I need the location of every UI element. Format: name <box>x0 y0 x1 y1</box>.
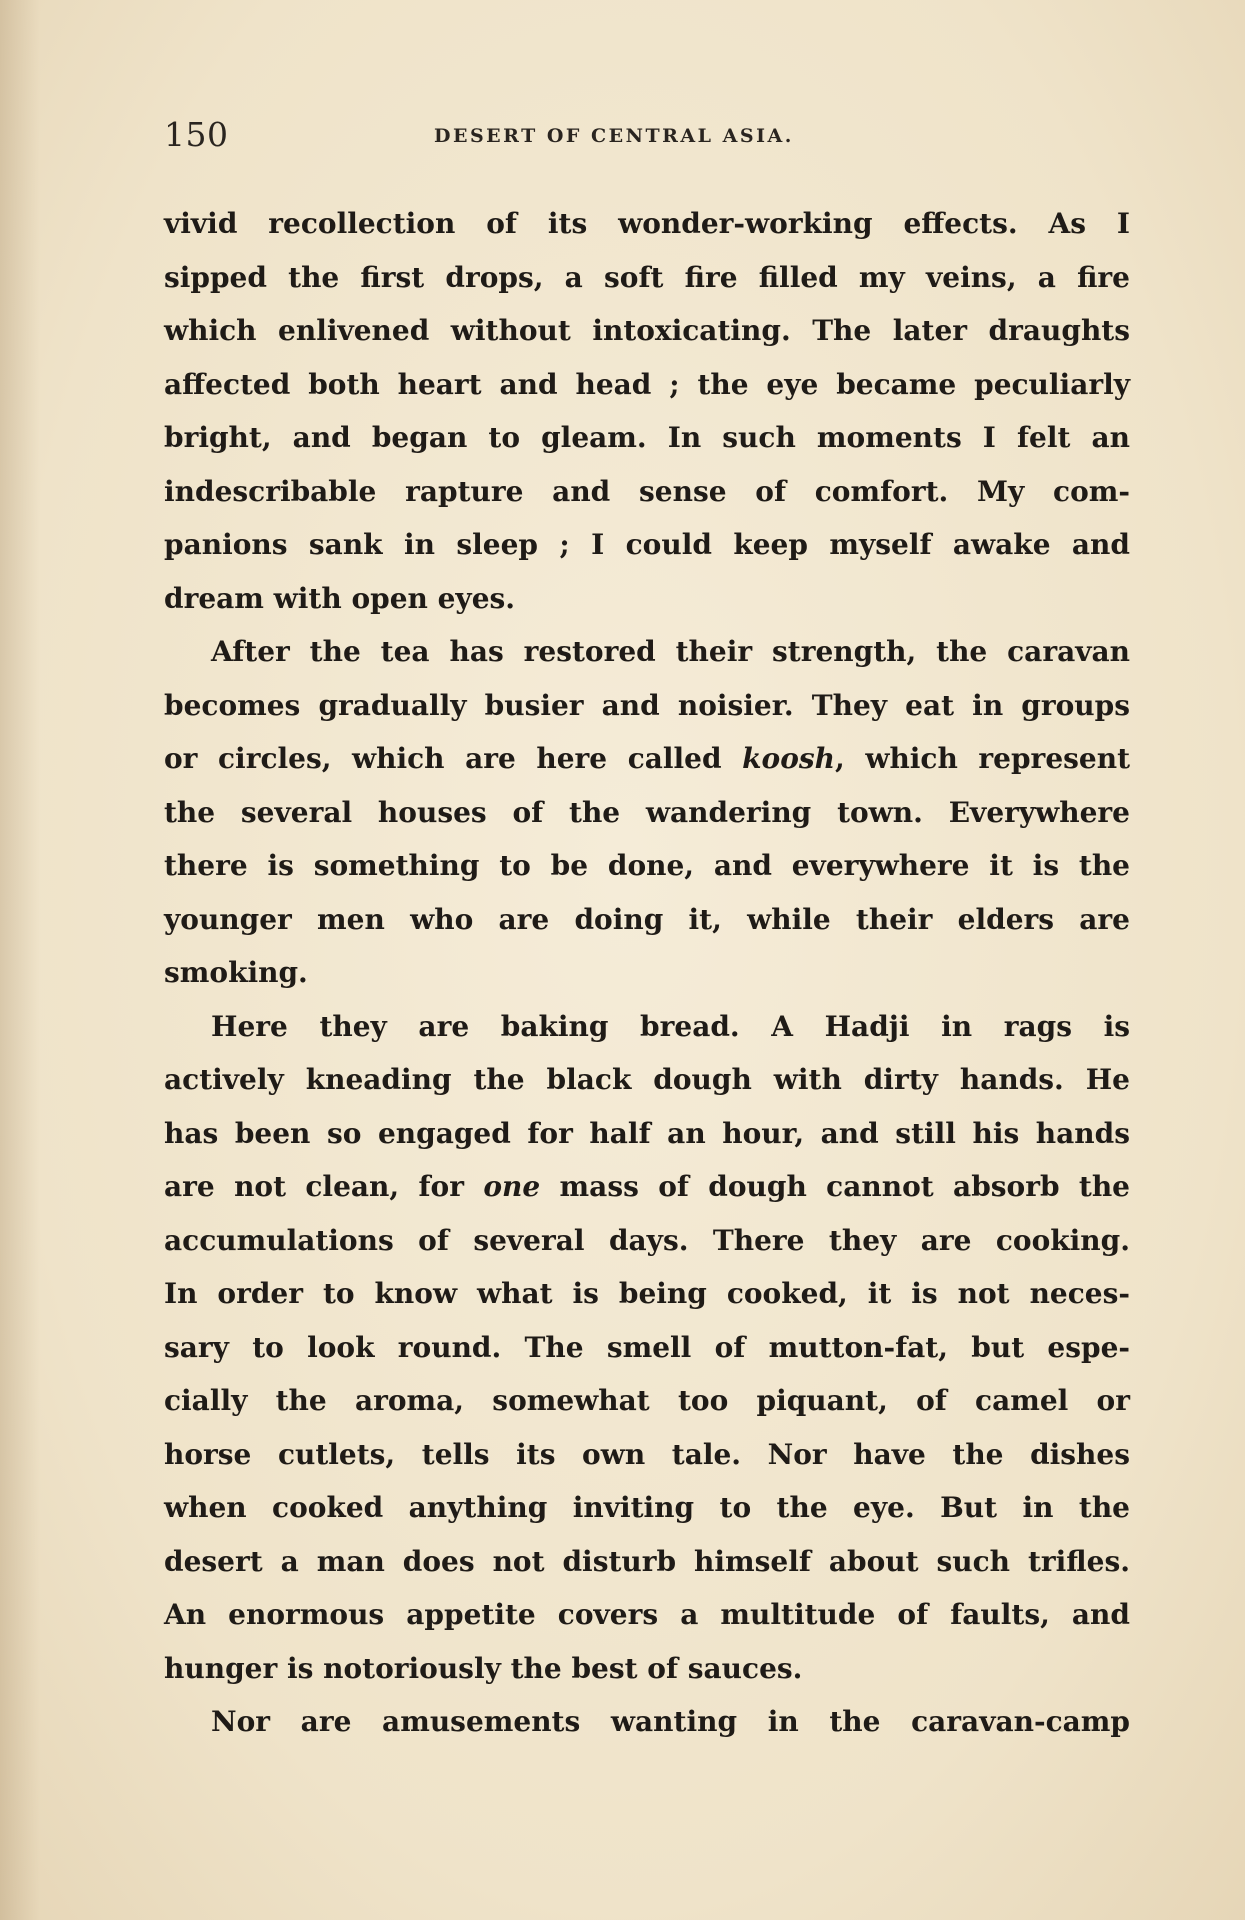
text-line: desert a man does not disturb himself about such trifles. <box>164 1544 1130 1578</box>
text-line: which enlivened without intoxicating. The later draughts <box>164 314 1130 347</box>
text-line: when cooked anything inviting to the eye. But in the <box>164 1491 1130 1524</box>
text-segment: or circles, which are here called <box>164 742 743 775</box>
text-line: panions sank in sleep ; I could keep myself awake and <box>164 528 1130 561</box>
text-line: younger men who are doing it, while their elders are <box>164 902 1130 936</box>
text-line: In order to know what is being cooked, it is not neces- <box>164 1277 1130 1310</box>
text-line: cially the aroma, somewhat too piquant, of camel or <box>164 1384 1130 1417</box>
text-line: indescribable rapture and sense of comfort. My com- <box>164 474 1130 508</box>
page-number: 150 <box>164 115 229 154</box>
text-line: bright, and began to gleam. In such moments I felt an <box>164 421 1130 454</box>
text-line: horse cutlets, tells its own tale. Nor have the dishes <box>164 1437 1130 1471</box>
italic-term: koosh <box>742 742 836 775</box>
text-line: vivid recollection of its wonder-working effects. As I <box>164 207 1130 240</box>
text-line: accumulations of several days. There they are cooking. <box>164 1223 1130 1257</box>
body-text <box>164 197 1130 1749</box>
text-line: Nor are amusements wanting in the caravan-camp <box>211 1705 1130 1738</box>
text-line: hunger is notoriously the best of sauces. <box>164 1651 803 1685</box>
text-line: has been so engaged for half an hour, and still his hands <box>164 1116 1130 1150</box>
text-line: the several houses of the wandering town. Everywhere <box>164 795 1130 829</box>
text-line: becomes gradually busier and noisier. They eat in groups <box>164 688 1130 722</box>
page-header <box>164 115 1130 165</box>
text-line: sary to look round. The smell of mutton-fat, but espe- <box>164 1330 1130 1364</box>
text-line: Here they are baking bread. A Hadji in rags is <box>211 1009 1130 1043</box>
text-segment: are not clean, for <box>164 1170 484 1203</box>
italic-term: one <box>483 1170 541 1203</box>
text-line: dream with open eyes. <box>164 581 516 615</box>
text-line <box>164 732 1130 786</box>
text-line: affected both heart and head ; the eye became peculiarly <box>164 367 1130 401</box>
text-line: An enormous appetite covers a multitude of faults, and <box>164 1598 1130 1631</box>
text-line: actively kneading the black dough with dirty hands. He <box>164 1063 1130 1096</box>
text-line: there is something to be done, and everywhere it is the <box>164 849 1130 882</box>
text-segment: mass of dough cannot absorb the <box>540 1170 1130 1203</box>
text-line: smoking. <box>164 956 308 989</box>
text-line <box>164 1160 1130 1214</box>
text-line: sipped the first drops, a soft fire filled my veins, a fire <box>164 260 1130 294</box>
text-line: After the tea has restored their strength, the caravan <box>211 635 1130 668</box>
text-segment: , which represent <box>835 742 1130 775</box>
running-head: DESERT OF CENTRAL ASIA. <box>434 125 794 147</box>
